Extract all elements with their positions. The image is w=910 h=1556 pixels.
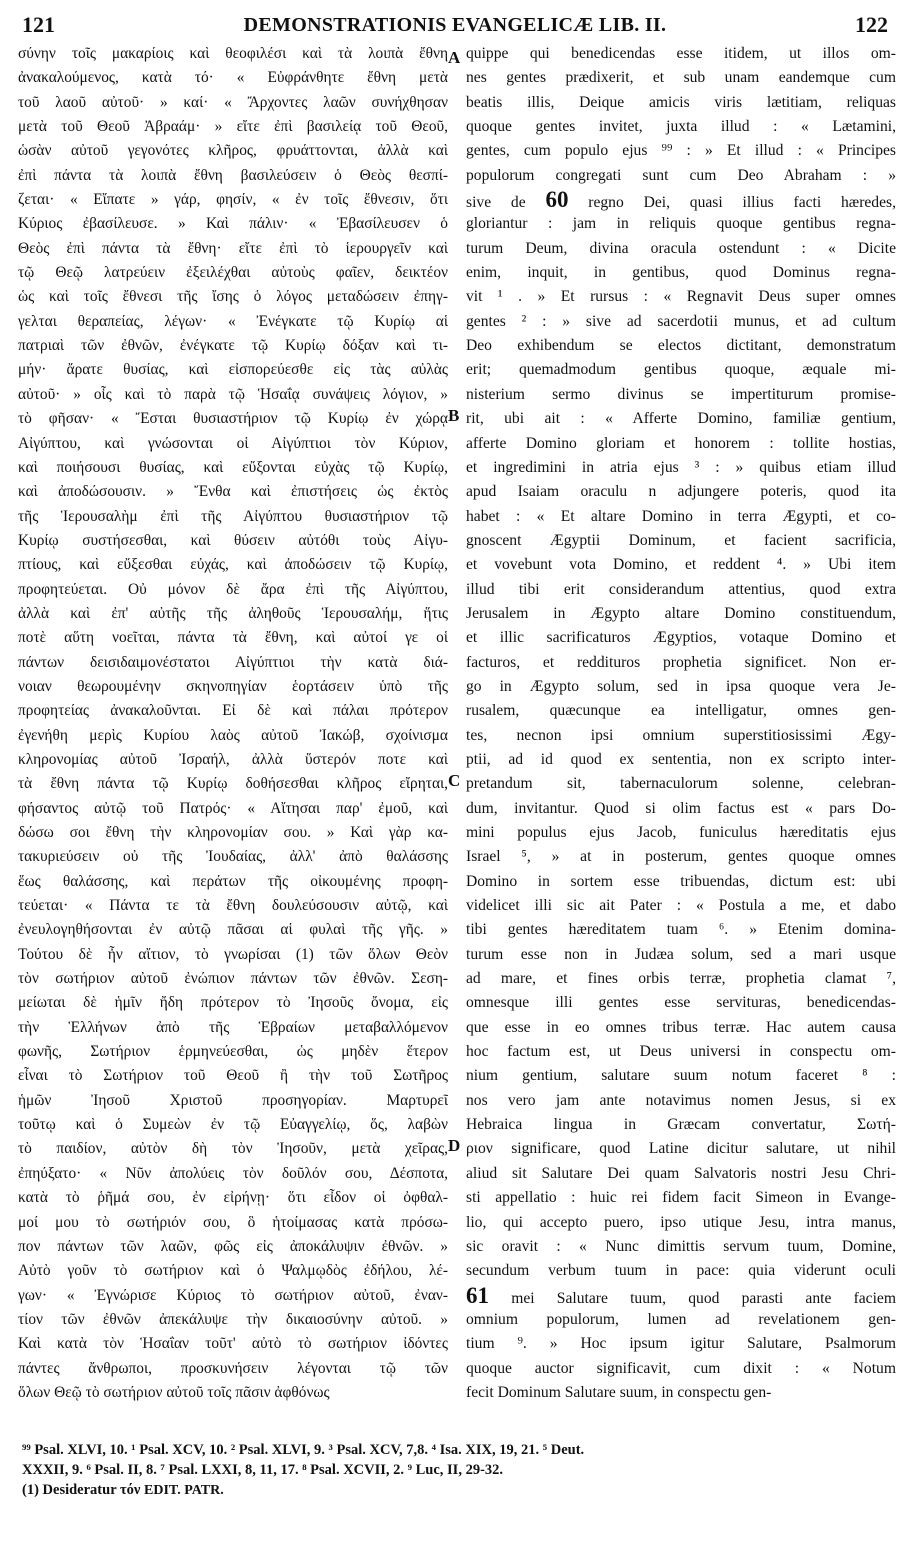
page-header: [22, 12, 888, 42]
latin-text-line: illud tibi erit considerandum attentius, quod extra: [466, 580, 896, 598]
greek-text-line: κατὰ τὸ ῥῆμά σου, ἐν εἰρήνῃ· ὅτι εἶδον οἱ ὀφθαλ-: [18, 1189, 448, 1207]
greek-text-line: ποτὲ αὕτη νοεῖται, πάντα τὰ ἔθνη, καὶ αὐτοί γε οἱ: [18, 629, 448, 647]
greek-text-line: τίον τῶν ἐθνῶν ἀπεκάλυψε τὴν δικαιοσύνην αὐτοῦ. »: [18, 1310, 448, 1328]
greek-text-line: τὰ ἔθνη πάντα τῷ Κυρίῳ δοθήσεσθαι κλῆρος εἴρηται,: [18, 775, 448, 793]
greek-text-line: τῷ Θεῷ λατρεύειν ἐξειλέχθαι αὐτοὺς φαῖεν, δεικτέον: [18, 264, 448, 282]
latin-text-line: apud Isaiam oraculu n adjungere poteris, quod ita: [466, 483, 896, 501]
latin-text-line: tes, necnon ipsi omnium superstitiosissimi Ægy-: [466, 726, 896, 744]
latin-text-line: omnesque illi gentes esse servituras, benedicendas-: [466, 994, 896, 1012]
greek-text-line: ὡσὰν αὐτοῦ γεγονότες κλῆρος, φρυάττονται, ἀλλὰ καὶ: [18, 142, 448, 160]
latin-text-column: [466, 42, 896, 1405]
left-page-number: 121: [22, 12, 55, 37]
latin-text-line: sti appellatio : huic rei fidem facit Simeon in Evange-: [466, 1189, 896, 1207]
latin-text-line: fecit Dominum Salutare suum, in conspectu gen-: [466, 1383, 772, 1401]
latin-text-line: pretandum sit, tabernaculorum solenne, celebran-: [466, 775, 896, 793]
latin-text-line: vit ¹ . » Et rursus : « Regnavit Deus super omnes: [466, 288, 896, 306]
latin-text-line: erit; quemadmodum gentibus quoque, æquale mi-: [466, 361, 896, 379]
latin-text-line: Hebraica lingua in Græcam convertatur, Σωτή-: [466, 1116, 896, 1134]
margin-marker-c: C: [448, 771, 461, 790]
latin-text-line: que esse in eo omnes tribus terræ. Hac autem causa: [466, 1018, 896, 1036]
greek-text-line: καὶ ποιήσουσι θυσίας, καὶ εὔξονται εὐχὰς τῷ Κυρίῳ,: [18, 458, 448, 476]
latin-text-line: ptii, ad id quod ex sententia, non ex scripto inter-: [466, 750, 896, 768]
greek-text-line: πτίους, καὶ εὔξεσθαι εὐχάς, καὶ ἀποδώσειν τῷ Κυρίῳ,: [18, 556, 448, 574]
latin-text-line: nos vero jam ante notavimus nomen Jesus, si ex: [466, 1091, 896, 1109]
greek-text-line: προφητείας ἀνακαλοῦνται. Εἰ δὲ καὶ πάλαι πρότερον: [18, 702, 448, 720]
greek-text-line: ἐνευλογηθήσονται ἐν αὐτῷ πᾶσαι αἱ φυλαὶ τῆς γῆς. »: [18, 921, 448, 939]
latin-text-line: rit, ubi ait : « Afferte Domino, familiæ gentium,: [466, 410, 896, 428]
latin-text-line: facturos, et reddituros prophetia significet. Non er-: [466, 653, 896, 671]
latin-text-line: turum Deum, divina oracula ostendunt : « Dicite: [466, 239, 896, 257]
latin-text-line: habet : « Et altare Domino in terra Ægypti, et co-: [466, 507, 896, 525]
greek-text-line: καὶ ἀποδώσουσιν. » Ἔνθα καὶ ἐπιστήσεις ὡς ἐκτὸς: [18, 483, 448, 501]
latin-text-line: tium ⁹. » Hoc ipsum igitur Salutare, Psalmorum: [466, 1335, 896, 1353]
latin-text-line: quoque gentes invitet, juxta illud : « Lætamini,: [466, 118, 896, 136]
latin-text-line: beatis illis, Deique amicis viris lætitiam, reliquas: [466, 93, 896, 111]
latin-text-line: ριον significare, quod Latine dicitur salutare, ut nihil: [466, 1140, 896, 1158]
greek-text-line: Καὶ κατὰ τὸν Ἡσαΐαν τοῦτ' αὐτὸ τὸ σωτήριον ἰδόντες: [18, 1335, 448, 1353]
greek-text-line: δώσω σοι ἔθνη τὴν κληρονομίαν σου. » Καὶ γὰρ κα-: [18, 824, 448, 841]
greek-text-line: τοῦ λαοῦ αὐτοῦ· » καί· « Ἄρχοντες λαῶν συνήχθησαν: [18, 93, 448, 111]
latin-text-line: lio, qui accepto puero, ipso utique Jesu, intra manus,: [466, 1213, 896, 1231]
latin-text-line: sive de 60 regno Dei, quasi illius facti hæredes,: [466, 188, 896, 213]
latin-text-line: et illic sacrificaturos Ægyptios, votaque Domino et: [466, 629, 896, 647]
greek-text-line: Αὐτὸ γοῦν τὸ σωτήριον καὶ ὁ Ψαλμῳδὸς ἐδήλου, λέ-: [18, 1262, 448, 1280]
latin-text-line: nisterium sermo divinus se impertiturum promise-: [466, 385, 896, 403]
greek-text-line: τακυριεύσειν οὐ τῆς Ἰουδαίας, ἀλλ' ἀπὸ θαλάσσης: [18, 848, 448, 866]
greek-text-line: ἀλλὰ καὶ ἐπ' αὐτῆς τῆς ἀληθοῦς Ἱερουσαλήμ, ἥτις: [18, 604, 448, 622]
latin-text-line: mini populus ejus Jacob, funiculus hæreditatis ejus: [466, 824, 896, 841]
greek-text-line: ἡμῶν Ἰησοῦ Χριστοῦ προσηγορίαν. Μαρτυρεῖ: [18, 1091, 448, 1109]
latin-text-line: ad mare, et fines orbis terræ, prophetia clamat ⁷,: [466, 970, 896, 988]
greek-text-line: αὐτοῦ· » οἷς καὶ τὸ παρὰ τῷ Ἡσαΐᾳ συνάψεις λόγιον, »: [18, 385, 448, 403]
greek-text-line: τῆς Ἱερουσαλὴμ ἐπὶ τῆς Αἰγύπτου θυσιαστήριον τῷ: [18, 507, 448, 525]
margin-marker-b: B: [448, 406, 460, 425]
latin-text-line: Deo exhibendum se electos dictitant, demonstratum: [466, 337, 896, 355]
footnote-line: XXXII, 9. ⁶ Psal. II, 8. ⁷ Psal. LXXI, 8, 11, 17. ⁸ Psal. XCVII, 2. ⁹ Luc, II, 29-32.: [22, 1462, 504, 1478]
latin-text-line: afferte Domino gloriam et honorem : tollite hostias,: [466, 434, 896, 452]
latin-text-line: dum, invitantur. Quod si olim factus est « pars Do-: [466, 799, 896, 817]
latin-text-line: gnoscent Ægyptii Dominum, et facient sacrificia,: [466, 531, 896, 549]
latin-text-line: quippe qui benedicendas esse itidem, ut illos om-: [466, 45, 896, 62]
greek-text-column: [18, 42, 448, 1405]
latin-text-line: gloriantur : jam in reliquis quoque gentibus regna-: [466, 215, 896, 233]
editor-note: [22, 1480, 892, 1500]
editor-note-text: (1) Desideratur τόν: [22, 1482, 141, 1498]
latin-text-line: omnium populorum, lumen ad revelationem gen-: [466, 1310, 896, 1328]
latin-text-line: Israel ⁵, » at in posterum, gentes quoque omnes: [466, 848, 896, 866]
greek-text-line: Αἰγύπτου, καὶ γνώσονται οἱ Αἰγύπτιοι τὸν Κύριον,: [18, 434, 448, 452]
greek-text-line: Κύριος ἐβασίλευσε. » Καὶ πάλιν· « Ἐβασίλευσεν ὁ: [18, 215, 448, 233]
latin-text-line: turum esse non in Judæa solum, sed a mari usque: [466, 945, 896, 963]
editor-abbreviation: EDIT. PATR.: [144, 1483, 224, 1498]
latin-text-line: Domino in sortem esse tribuendas, dictum est: ubi: [466, 872, 896, 890]
footnote-line: ⁹⁹ Psal. XLVI, 10. ¹ Psal. XCV, 10. ² Psal. XLVI, 9. ³ Psal. XCV, 7,8. ⁴ Isa. XIX, 19, 21. ⁵ Deut.: [22, 1442, 585, 1458]
column-number: 60: [545, 188, 569, 213]
greek-text-line: φωνῆς, Σωτήριον ἑρμηνεύεσθαι, ὡς μηδὲν ἕτερον: [18, 1043, 448, 1061]
greek-text-line: πατριαὶ τῶν ἐθνῶν, ἐνέγκατε τῷ Κυρίῳ δόξαν καὶ τι-: [18, 337, 448, 355]
greek-text-line: νοιαν θεωρουμένην σκηνοπηγίαν ἑορτάσειν ὑπὸ τῆς: [18, 677, 448, 695]
greek-text-line: τὸ φῆσαν· « Ἔσται θυσιαστήριον τῷ Κυρίῳ ἐν χώρᾳ: [18, 410, 448, 428]
greek-text-line: ἐπὶ πάντα τὰ λοιπὰ ἔθνη βασιλεύσειν ὁ Θεὸς θεσπί-: [18, 166, 448, 184]
greek-text-line: γων· « Ἐγνώρισε Κύριος τὸ σωτήριον αὐτοῦ, ἐναν-: [18, 1286, 448, 1304]
greek-text-line: εἶναι τὸ Σωτήριον τοῦ Θεοῦ ἢ τὴν τοῦ Σωτῆρος: [18, 1067, 448, 1085]
latin-text-line: et vovebunt vota Domino, et reddent ⁴. » Ubi item: [466, 556, 896, 574]
greek-text-line: ἕως θαλάσσης, καὶ περάτων τῆς οἰκουμένης προφη-: [18, 872, 448, 890]
greek-text-line: ἀνακαλούμενος, κατὰ τό· « Εὐφράνθητε ἔθνη μετὰ: [18, 69, 448, 87]
greek-text-line: σύνην τοῖς μακαρίοις καὶ θεοφιλέσι καὶ τὰ λοιπὰ ἔθνη: [18, 45, 448, 62]
greek-text-line: ἐπηύξατο· « Νῦν ἀπολύεις τὸν δοῦλόν σου, Δέσποτα,: [18, 1164, 448, 1182]
greek-text-line: Τούτου δὲ ἦν αἴτιον, τὸ γνωρίσαι (1) τῶν ὅλων Θεὸν: [18, 945, 448, 963]
greek-text-line: πάντες ἄνθρωποι, προσκυνήσειν λέγονται τῷ τῶν: [18, 1359, 448, 1377]
greek-text-line: τὸν σωτήριον αὐτοῦ ἐνώπιον πάντων τῶν ἐθνῶν. Σεση-: [18, 970, 448, 988]
greek-text-line: φήσαντος αὐτῷ τοῦ Πατρός· « Αἴτησαι παρ' ἐμοῦ, καὶ: [18, 799, 448, 817]
greek-text-line: μετὰ τοῦ Θεοῦ Ἀβραάμ· » εἴτε ἐπὶ βασιλείᾳ τοῦ Θεοῦ,: [18, 118, 448, 136]
latin-text-line: gentes ² : » sive ad sacerdotii munus, et ad cultum: [466, 312, 896, 330]
latin-text-line: nes gentes prædixerit, et sub unam eandemque cum: [466, 69, 896, 87]
greek-text-line: ἐγενήθη μερὶς Κυρίου λαὸς αὐτοῦ Ἰακώβ, σχοίνισμα: [18, 726, 448, 744]
latin-text-line: secundum verbum tuum in pace: quia viderunt oculi: [466, 1262, 896, 1280]
greek-text-line: τὴν Ἑλλήνων ἀπὸ τῆς Ἑβραίων μεταβαλλόμενον: [18, 1018, 448, 1036]
greek-text-line: τοῦτῳ καὶ ὁ Συμεὼν ἐν τῷ Εὐαγγελίῳ, ὅς, λαβὼν: [18, 1116, 448, 1134]
latin-text-line: tibi gentes hæreditatem tuam ⁶. » Etenim domina-: [466, 921, 896, 939]
margin-marker-d: D: [448, 1136, 461, 1155]
greek-text-line: Κυρίῳ συστήσεσθαι, καὶ θύσειν αὐτόθι τοὺς Αἰγυ-: [18, 531, 448, 549]
greek-text-line: ζεται· « Εἴπατε » γάρ, φησίν, « ἐν τοῖς ἔθνεσιν, ὅτι: [18, 191, 448, 209]
greek-text-line: προφητεύεται. Οὐ μόνον δὲ ἄρα ἐπὶ τῆς Αἰγύπτου,: [18, 580, 448, 598]
greek-text-line: μοί μου τὸ σωτήριόν σου, ὃ ἡτοίμασας κατὰ πρόσω-: [18, 1213, 448, 1231]
latin-text-line: quoque auctor significavit, cum dixit : « Notum: [466, 1359, 896, 1377]
greek-text-line: τὸ παιδίον, αὐτὸν δὴ τὸν Ἰησοῦν, μετὰ χεῖρας,: [18, 1140, 448, 1158]
latin-text-line: 61 mei Salutare tuum, quod parasti ante faciem: [466, 1283, 896, 1308]
column-number: 61: [466, 1283, 489, 1308]
latin-text-line: go in Ægypto solum, sed in ipsa quoque vera Je-: [466, 677, 896, 695]
latin-text-line: sic oravit : « Nunc dimittis servum tuum, Domine,: [466, 1237, 896, 1255]
greek-text-line: πάντων δεισιδαιμονέστατοι Αἰγύπτιοι τὴν κατὰ διά-: [18, 653, 448, 671]
latin-text-line: gentes, cum populo ejus ⁹⁹ : » Et illud : « Principes: [466, 142, 896, 160]
greek-text-line: γελται θεραπείας, λέγων· « Ἐνέγκατε τῷ Κυρίῳ αἱ: [18, 312, 448, 330]
right-page-number: 122: [855, 12, 888, 37]
greek-text-line: πον πάντων τῶν λαῶν, φῶς εἰς ἀποκάλυψιν ἐθνῶν. »: [18, 1237, 448, 1255]
greek-text-line: κληρονομίας αὐτοῦ Ἰσραήλ, ἀλλὰ ὕστερόν ποτε καὶ: [18, 750, 448, 768]
latin-text-line: et ingredimini in atria ejus ³ : » quibus etiam illud: [466, 458, 896, 476]
margin-marker-a: A: [448, 48, 461, 67]
running-title: DEMONSTRATIONIS EVANGELICÆ LIB. II.: [243, 14, 667, 36]
greek-text-line: μείωται δὲ ἡμῖν ἤδη πρότερον τὸ Ἰησοῦς ὄνομα, εἰς: [18, 994, 448, 1012]
latin-text-line: enim, inquit, in gentibus, quod Dominus regna-: [466, 264, 896, 282]
footnotes: [22, 1440, 892, 1500]
greek-text-line: Θεὸς ἐπὶ πάντα τὰ ἔθνη· εἴτε ἐπὶ τὸ ἱερουργεῖν καὶ: [18, 239, 448, 257]
greek-text-line: μήν· ἄρατε θυσίας, καὶ εἰσπορεύεσθε εἰς τὰς αὐλὰς: [18, 361, 448, 379]
latin-text-line: videlicet illi sic ait Pater : « Postula a me, et dabo: [466, 897, 896, 915]
latin-text-line: nium gentium, salutare suum notum faceret ⁸ :: [466, 1067, 896, 1085]
greek-text-line: τεύεται· « Πάντα τε τὰ ἔθνη δουλεύσουσιν αὐτῷ, καὶ: [18, 897, 448, 915]
greek-text-line: ὡς καὶ τοῖς ἔθνεσι τῆς ἴσης ὁ λόγος μεταδώσειν ἐπηγ-: [18, 288, 448, 306]
latin-text-line: hoc factum est, ut Deus universi in conspectu om-: [466, 1043, 896, 1061]
latin-text-line: populorum congregati sunt cum Deo Abraham : »: [466, 166, 896, 184]
latin-text-line: rusalem, quæcunque ea intelligatur, omnes gen-: [466, 702, 896, 720]
latin-text-line: Jerusalem in Ægypto altare Domino constituendum,: [466, 604, 896, 622]
latin-text-line: aliud sit Salutare Dei quam Salvatoris nostri Jesu Chri-: [466, 1164, 896, 1182]
greek-text-line: ὅλων Θεῷ τὸ σωτήριον αὐτοῦ τοῖς πᾶσιν ἀφθόνως: [18, 1383, 330, 1401]
